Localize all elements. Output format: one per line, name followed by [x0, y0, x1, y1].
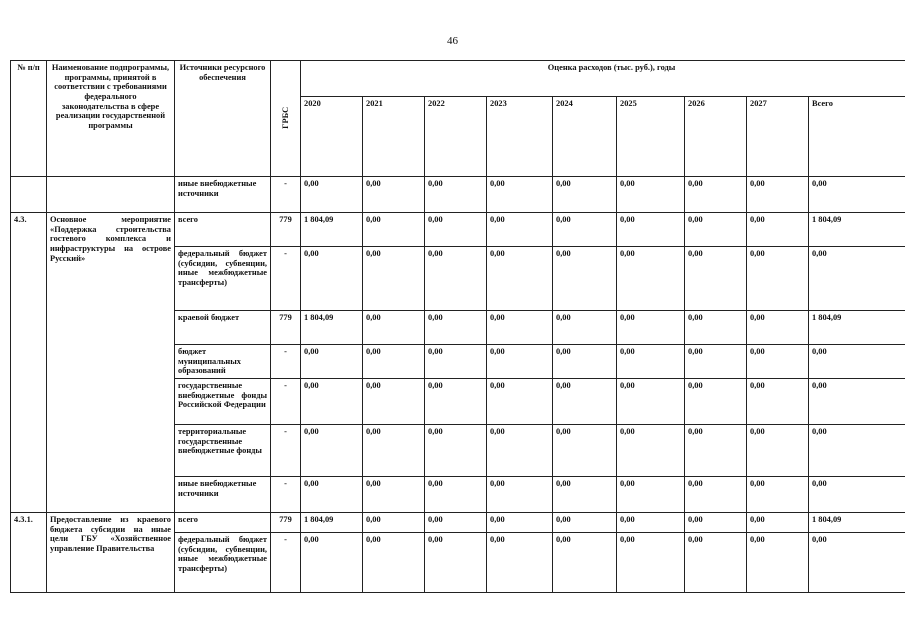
value-cell-total: 0,00	[809, 533, 905, 593]
value-cell: 0,00	[425, 533, 487, 593]
value-cell: 0,00	[747, 533, 809, 593]
value-cell: 0,00	[363, 425, 425, 477]
value-cell: 0,00	[301, 533, 363, 593]
row-source: всего	[175, 213, 271, 247]
value-cell-total: 0,00	[809, 379, 905, 425]
value-cell: 0,00	[363, 345, 425, 379]
header-source: Источники ресурсного обеспечения	[175, 61, 271, 177]
value-cell: 0,00	[617, 213, 685, 247]
value-cell: 0,00	[747, 425, 809, 477]
header-year: 2022	[425, 97, 487, 177]
value-cell-total: 0,00	[809, 177, 905, 213]
value-cell: 0,00	[685, 425, 747, 477]
value-cell: 0,00	[553, 213, 617, 247]
value-cell-total: 0,00	[809, 247, 905, 311]
header-num: № п/п	[11, 61, 47, 177]
row-grbs: 779	[271, 311, 301, 345]
row-grbs: 779	[271, 213, 301, 247]
value-cell: 0,00	[553, 533, 617, 593]
value-cell: 0,00	[553, 513, 617, 533]
row-grbs: -	[271, 345, 301, 379]
value-cell: 0,00	[301, 177, 363, 213]
value-cell: 0,00	[747, 247, 809, 311]
value-cell: 0,00	[617, 379, 685, 425]
value-cell: 0,00	[425, 425, 487, 477]
value-cell: 0,00	[685, 247, 747, 311]
value-cell: 0,00	[553, 345, 617, 379]
header-year: 2020	[301, 97, 363, 177]
row-grbs: -	[271, 425, 301, 477]
value-cell: 0,00	[617, 247, 685, 311]
value-cell: 0,00	[487, 425, 553, 477]
header-grbs-label: ГРБС	[280, 106, 290, 129]
value-cell: 0,00	[363, 477, 425, 513]
value-cell: 0,00	[617, 477, 685, 513]
value-cell: 0,00	[425, 345, 487, 379]
row-name	[47, 177, 175, 213]
value-cell: 0,00	[425, 177, 487, 213]
value-cell: 0,00	[747, 345, 809, 379]
row-source: федеральный бюджет (субсидии, субвенции, иные межбюджетные трансферты)	[175, 533, 271, 593]
value-cell: 0,00	[363, 533, 425, 593]
value-cell: 0,00	[487, 177, 553, 213]
row-grbs: -	[271, 247, 301, 311]
value-cell: 0,00	[363, 513, 425, 533]
value-cell: 0,00	[617, 533, 685, 593]
value-cell: 0,00	[487, 345, 553, 379]
value-cell: 0,00	[363, 247, 425, 311]
value-cell-total: 1 804,09	[809, 311, 905, 345]
table-row	[11, 513, 905, 533]
value-cell: 1 804,09	[301, 311, 363, 345]
value-cell: 0,00	[425, 513, 487, 533]
header-year: 2026	[685, 97, 747, 177]
value-cell: 0,00	[747, 513, 809, 533]
value-cell: 0,00	[363, 311, 425, 345]
value-cell: 0,00	[425, 247, 487, 311]
row-grbs: -	[271, 177, 301, 213]
value-cell: 0,00	[425, 213, 487, 247]
header-grbs	[271, 61, 301, 177]
value-cell: 0,00	[425, 311, 487, 345]
value-cell: 0,00	[617, 513, 685, 533]
row-source: территориальные государственные внебюджетные фонды	[175, 425, 271, 477]
value-cell: 0,00	[617, 345, 685, 379]
row-name: Основное мероприятие «Поддержка строительства гостевого комплекса и инфраструктуры на острове Русский»	[47, 213, 175, 513]
header-year: 2025	[617, 97, 685, 177]
table-row	[11, 213, 905, 247]
value-cell: 0,00	[747, 477, 809, 513]
value-cell: 0,00	[363, 177, 425, 213]
value-cell: 0,00	[685, 477, 747, 513]
value-cell-total: 0,00	[809, 425, 905, 477]
header-name: Наименование подпрограммы, программы, принятой в соответствии с требованиями федерального законодательства в сфере реализации государственной программы	[47, 61, 175, 177]
value-cell: 0,00	[487, 213, 553, 247]
value-cell: 0,00	[301, 379, 363, 425]
value-cell: 0,00	[747, 379, 809, 425]
value-cell: 0,00	[685, 379, 747, 425]
value-cell: 1 804,09	[301, 513, 363, 533]
row-source: всего	[175, 513, 271, 533]
header-estimate: Оценка расходов (тыс. руб.), годы	[301, 61, 905, 97]
value-cell: 0,00	[553, 311, 617, 345]
value-cell: 0,00	[617, 177, 685, 213]
value-cell: 0,00	[747, 177, 809, 213]
row-source: государственные внебюджетные фонды Российской Федерации	[175, 379, 271, 425]
value-cell: 0,00	[487, 533, 553, 593]
value-cell: 0,00	[685, 345, 747, 379]
row-num	[11, 177, 47, 213]
value-cell: 0,00	[363, 379, 425, 425]
value-cell: 0,00	[553, 425, 617, 477]
header-year: 2023	[487, 97, 553, 177]
row-source: федеральный бюджет (субсидии, субвенции, иные межбюджетные трансферты)	[175, 247, 271, 311]
row-num: 4.3.1.	[11, 513, 47, 593]
header-year: 2027	[747, 97, 809, 177]
header-row	[11, 61, 905, 97]
value-cell: 0,00	[685, 513, 747, 533]
page-number: 46	[447, 35, 458, 47]
value-cell: 0,00	[685, 177, 747, 213]
table-row	[11, 177, 905, 213]
value-cell: 0,00	[617, 311, 685, 345]
row-source: иные внебюджетные источники	[175, 177, 271, 213]
value-cell: 0,00	[487, 477, 553, 513]
value-cell-total: 1 804,09	[809, 513, 905, 533]
value-cell: 0,00	[553, 247, 617, 311]
value-cell-total: 1 804,09	[809, 213, 905, 247]
value-cell: 0,00	[425, 477, 487, 513]
value-cell: 0,00	[487, 311, 553, 345]
value-cell: 0,00	[617, 425, 685, 477]
value-cell-total: 0,00	[809, 477, 905, 513]
row-source: иные внебюджетные источники	[175, 477, 271, 513]
value-cell: 0,00	[487, 513, 553, 533]
value-cell-total: 0,00	[809, 345, 905, 379]
value-cell: 0,00	[685, 311, 747, 345]
row-name: Предоставление из краевого бюджета субсидии на иные цели ГБУ «Хозяйственное управление Правительства	[47, 513, 175, 593]
value-cell: 1 804,09	[301, 213, 363, 247]
value-cell: 0,00	[553, 177, 617, 213]
row-source: бюджет муниципальных образований	[175, 345, 271, 379]
header-year: 2021	[363, 97, 425, 177]
value-cell: 0,00	[301, 425, 363, 477]
value-cell: 0,00	[487, 247, 553, 311]
value-cell: 0,00	[747, 213, 809, 247]
value-cell: 0,00	[685, 533, 747, 593]
row-grbs: 779	[271, 513, 301, 533]
value-cell: 0,00	[301, 477, 363, 513]
value-cell: 0,00	[301, 345, 363, 379]
value-cell: 0,00	[553, 477, 617, 513]
value-cell: 0,00	[363, 213, 425, 247]
row-num: 4.3.	[11, 213, 47, 513]
expense-table	[10, 60, 905, 593]
header-year-total: Всего	[809, 97, 905, 177]
value-cell: 0,00	[301, 247, 363, 311]
row-grbs: -	[271, 379, 301, 425]
value-cell: 0,00	[487, 379, 553, 425]
value-cell: 0,00	[747, 311, 809, 345]
row-source: краевой бюджет	[175, 311, 271, 345]
value-cell: 0,00	[425, 379, 487, 425]
row-grbs: -	[271, 533, 301, 593]
value-cell: 0,00	[553, 379, 617, 425]
row-grbs: -	[271, 477, 301, 513]
header-year: 2024	[553, 97, 617, 177]
value-cell: 0,00	[685, 213, 747, 247]
